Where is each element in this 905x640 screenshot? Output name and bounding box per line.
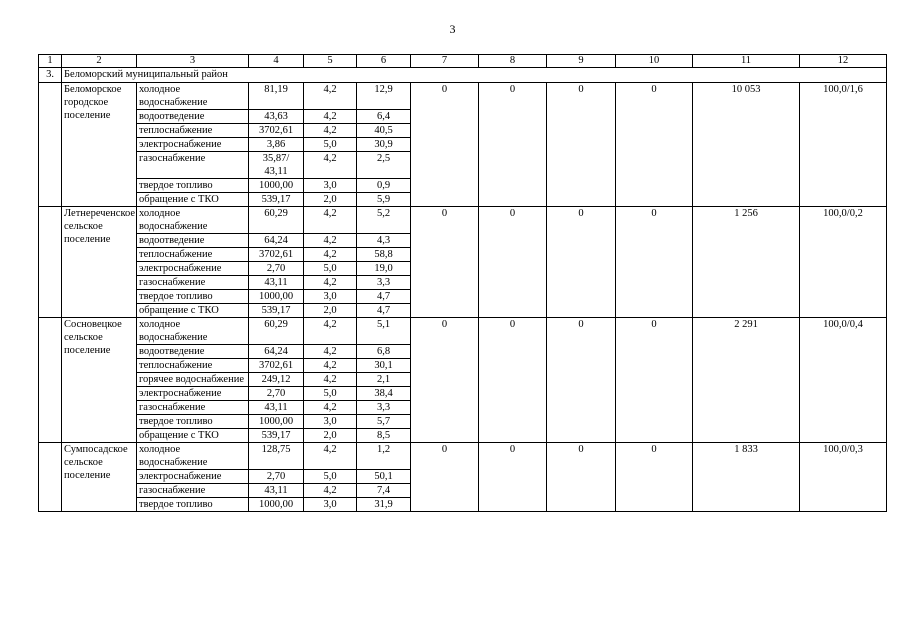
share-value: 6,4 [357,110,411,124]
growth-index: 3,0 [304,290,357,304]
settlement-name: Беломорское городское поселение [62,83,137,207]
share-value: 4,7 [357,290,411,304]
row-number-cell [39,207,62,318]
settlement-col11: 2 291 [693,318,800,443]
growth-index: 2,0 [304,193,357,207]
growth-index: 4,2 [304,110,357,124]
service-name: холодное водоснабжение [137,443,249,470]
service-name: теплоснабжение [137,248,249,262]
growth-index: 5,0 [304,470,357,484]
share-value: 58,8 [357,248,411,262]
tariff-value: 43,11 [249,276,304,290]
service-name: обращение с ТКО [137,193,249,207]
service-name: водоотведение [137,345,249,359]
share-value: 5,1 [357,318,411,345]
growth-index: 3,0 [304,498,357,512]
service-name: водоотведение [137,110,249,124]
tariff-value: 64,24 [249,234,304,248]
tariff-value: 539,17 [249,193,304,207]
share-value: 19,0 [357,262,411,276]
growth-index: 4,2 [304,484,357,498]
tariff-value: 249,12 [249,373,304,387]
growth-index: 4,2 [304,124,357,138]
tariff-value: 81,19 [249,83,304,110]
growth-index: 4,2 [304,345,357,359]
tariff-value: 2,70 [249,262,304,276]
share-value: 1,2 [357,443,411,470]
settlement-col11: 1 256 [693,207,800,318]
column-header: 5 [304,55,357,68]
service-name: твердое топливо [137,415,249,429]
region-number: 3. [39,68,62,83]
service-name: твердое топливо [137,498,249,512]
settlement-col7: 0 [411,83,479,207]
column-header: 2 [62,55,137,68]
tariff-value: 3702,61 [249,359,304,373]
service-name: твердое топливо [137,290,249,304]
service-name: твердое топливо [137,179,249,193]
service-name: обращение с ТКО [137,304,249,318]
row-number-cell [39,318,62,443]
service-name: электроснабжение [137,138,249,152]
share-value: 5,2 [357,207,411,234]
settlement-name: Сосновецкое сельское поселение [62,318,137,443]
settlement-col10: 0 [616,443,693,512]
growth-index: 4,2 [304,207,357,234]
share-value: 3,3 [357,276,411,290]
share-value: 2,1 [357,373,411,387]
table-row [39,318,887,345]
share-value: 30,1 [357,359,411,373]
share-value: 4,3 [357,234,411,248]
tariff-value: 539,17 [249,304,304,318]
tariff-value: 539,17 [249,429,304,443]
row-number-cell [39,83,62,207]
share-value: 7,4 [357,484,411,498]
tariff-value: 3702,61 [249,124,304,138]
column-header: 9 [547,55,616,68]
share-value: 6,8 [357,345,411,359]
growth-index: 4,2 [304,318,357,345]
settlement-col11: 10 053 [693,83,800,207]
tariff-value: 35,87/ 43,11 [249,152,304,179]
column-header: 3 [137,55,249,68]
tariff-value: 1000,00 [249,290,304,304]
service-name: газоснабжение [137,276,249,290]
region-name: Беломорский муниципальный район [62,68,887,83]
service-name: холодное водоснабжение [137,318,249,345]
tariff-value: 60,29 [249,207,304,234]
table-row [39,83,887,110]
column-header: 7 [411,55,479,68]
tariff-value: 128,75 [249,443,304,470]
tariff-value: 60,29 [249,318,304,345]
tariff-value: 3,86 [249,138,304,152]
growth-index: 4,2 [304,401,357,415]
growth-index: 4,2 [304,234,357,248]
service-name: теплоснабжение [137,124,249,138]
settlement-col11: 1 833 [693,443,800,512]
tariff-value: 43,11 [249,484,304,498]
service-name: горячее водоснабжение [137,373,249,387]
tariff-value: 43,63 [249,110,304,124]
settlement-col9: 0 [547,318,616,443]
page-number: 3 [449,22,456,36]
column-header: 4 [249,55,304,68]
settlement-col9: 0 [547,83,616,207]
growth-index: 3,0 [304,179,357,193]
tariff-table [38,54,887,512]
service-name: электроснабжение [137,262,249,276]
settlement-col8: 0 [479,443,547,512]
column-header: 6 [357,55,411,68]
growth-index: 2,0 [304,429,357,443]
column-number-row [39,55,887,68]
table-row [39,207,887,234]
tariff-value: 64,24 [249,345,304,359]
growth-index: 4,2 [304,83,357,110]
growth-index: 3,0 [304,415,357,429]
growth-index: 5,0 [304,262,357,276]
growth-index: 4,2 [304,152,357,179]
column-header: 11 [693,55,800,68]
growth-index: 5,0 [304,387,357,401]
share-value: 50,1 [357,470,411,484]
growth-index: 4,2 [304,443,357,470]
settlement-col12: 100,0/0,2 [800,207,887,318]
growth-index: 5,0 [304,138,357,152]
settlement-col10: 0 [616,318,693,443]
settlement-col8: 0 [479,83,547,207]
service-name: электроснабжение [137,470,249,484]
service-name: обращение с ТКО [137,429,249,443]
settlement-col12: 100,0/0,4 [800,318,887,443]
column-header: 8 [479,55,547,68]
share-value: 31,9 [357,498,411,512]
service-name: газоснабжение [137,401,249,415]
growth-index: 4,2 [304,373,357,387]
settlement-name: Сумпосадское сельское поселение [62,443,137,512]
settlement-col7: 0 [411,443,479,512]
share-value: 3,3 [357,401,411,415]
tariff-value: 1000,00 [249,415,304,429]
service-name: газоснабжение [137,484,249,498]
settlement-name: Летнереченское сельское поселение [62,207,137,318]
settlement-col12: 100,0/1,6 [800,83,887,207]
column-header: 1 [39,55,62,68]
service-name: теплоснабжение [137,359,249,373]
share-value: 38,4 [357,387,411,401]
service-name: газоснабжение [137,152,249,179]
table-row [39,443,887,470]
share-value: 30,9 [357,138,411,152]
share-value: 4,7 [357,304,411,318]
growth-index: 4,2 [304,248,357,262]
share-value: 12,9 [357,83,411,110]
share-value: 0,9 [357,179,411,193]
share-value: 8,5 [357,429,411,443]
share-value: 40,5 [357,124,411,138]
share-value: 2,5 [357,152,411,179]
service-name: холодное водоснабжение [137,83,249,110]
settlement-col9: 0 [547,207,616,318]
row-number-cell [39,443,62,512]
service-name: водоотведение [137,234,249,248]
service-name: электроснабжение [137,387,249,401]
tariff-value: 2,70 [249,387,304,401]
tariff-value: 3702,61 [249,248,304,262]
settlement-col7: 0 [411,207,479,318]
growth-index: 4,2 [304,276,357,290]
tariff-value: 1000,00 [249,179,304,193]
share-value: 5,9 [357,193,411,207]
table-body [39,55,887,512]
region-row [39,68,887,83]
settlement-col8: 0 [479,207,547,318]
growth-index: 4,2 [304,359,357,373]
settlement-col10: 0 [616,207,693,318]
tariff-value: 43,11 [249,401,304,415]
growth-index: 2,0 [304,304,357,318]
tariff-value: 1000,00 [249,498,304,512]
share-value: 5,7 [357,415,411,429]
column-header: 10 [616,55,693,68]
settlement-col7: 0 [411,318,479,443]
settlement-col10: 0 [616,83,693,207]
settlement-col8: 0 [479,318,547,443]
service-name: холодное водоснабжение [137,207,249,234]
tariff-value: 2,70 [249,470,304,484]
column-header: 12 [800,55,887,68]
settlement-col12: 100,0/0,3 [800,443,887,512]
settlement-col9: 0 [547,443,616,512]
